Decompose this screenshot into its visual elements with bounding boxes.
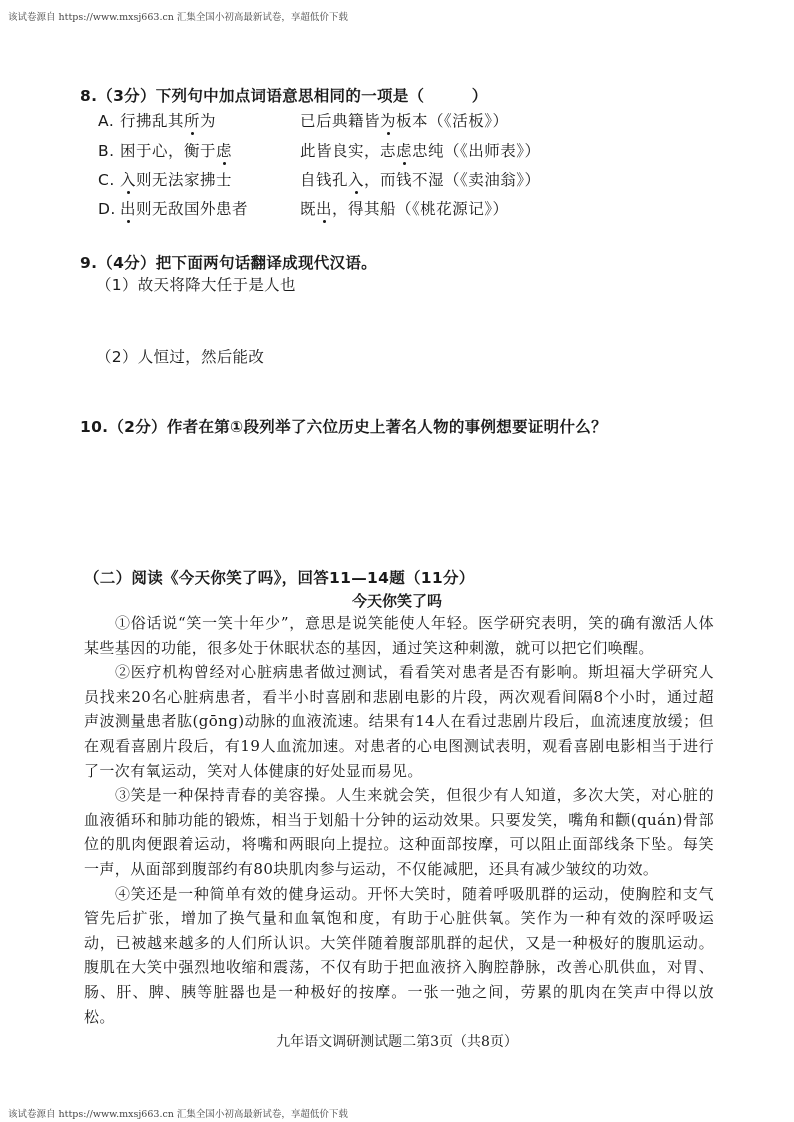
source-header: 该试卷源自 https://www.mxsj663.cn 汇集全国小初高最新试卷，享超低价下载 bbox=[8, 12, 348, 23]
option-letter: D. bbox=[98, 200, 116, 218]
option-text: 忠纯（《出师表》） bbox=[412, 142, 541, 160]
option-text: 既 bbox=[300, 200, 317, 218]
option-text: 困于心，衡于 bbox=[120, 142, 217, 160]
q9-item-1: （1）故天将降大任于是人也 bbox=[96, 276, 296, 294]
dotted-word: 虑 bbox=[396, 142, 413, 160]
q8-option-d-right bbox=[300, 197, 509, 219]
paragraph-1: ①俗话说“笑一笑十年少”，意思是说笑能使人年轻。医学研究表明，笑的确有激活人体某些基因的功能，很多处于休眠状态的基因，通过笑这种刺激，就可以把它们唤醒。 bbox=[84, 614, 714, 657]
paragraph-3: ③笑是一种保持青春的美容操。人生来就会笑，但很少有人知道，多次大笑，对心脏的血液循环和肺功能的锻炼，相当于划船十分钟的运动效果。只要发笑，嘴角和颧(quán)骨部位的肌肉便跟着运动，将嘴和两眼向上提拉。这种面部按摩，可以阻止面部线条下坠。每笑一声，从面部到腹部约有80块肌肉参与运动，不仅能减肥，还具有减少皱纹的功效。 bbox=[84, 786, 714, 878]
question-8-stem: 8.（3分）下列句中加点词语意思相同的一项是（ ） bbox=[80, 87, 488, 105]
dotted-word: 出 bbox=[120, 200, 137, 218]
q8-option-a-right bbox=[300, 109, 509, 131]
q8-option-c bbox=[98, 168, 232, 190]
dotted-word: 所 bbox=[184, 112, 201, 130]
option-text: 行拂乱其 bbox=[120, 112, 185, 130]
page-number: 九年语文调研测试题二第3页（共8页） bbox=[276, 1034, 518, 1050]
option-text: 自钱孔 bbox=[300, 171, 349, 189]
q8-option-d bbox=[98, 197, 248, 219]
q8-option-a bbox=[98, 109, 216, 131]
q8-option-c-right bbox=[300, 168, 541, 190]
question-9-stem: 9.（4分）把下面两句话翻译成现代汉语。 bbox=[80, 254, 377, 272]
option-text: 则无敌国外患者 bbox=[136, 200, 249, 218]
passage-title: 今天你笑了吗 bbox=[351, 592, 442, 610]
question-10-stem: 10.（2分）作者在第①段列举了六位历史上著名人物的事例想要证明什么？ bbox=[80, 418, 607, 436]
dotted-word: 为 bbox=[380, 112, 397, 130]
passage-body bbox=[84, 611, 714, 1029]
dotted-word: 虑 bbox=[216, 142, 233, 160]
option-text: 已后典籍皆 bbox=[300, 112, 381, 130]
option-text: 为 bbox=[200, 112, 217, 130]
dotted-word: 出 bbox=[316, 200, 333, 218]
option-letter: A. bbox=[98, 112, 115, 130]
source-footer: 该试卷源自 https://www.mxsj663.cn 汇集全国小初高最新试卷，享超低价下载 bbox=[8, 1109, 348, 1120]
paragraph-2: ②医疗机构曾经对心脏病患者做过测试，看看笑对患者是否有影响。斯坦福大学研究人员找来20名心脏病患者，看半小时喜剧和悲剧电影的片段，两次观看间隔8个小时，通过超声波测量患者肱(gōng)动脉的血液流速。结果有14人在看过悲剧片段后，血流速度放缓；但在观看喜剧片段后，有19人血流加速。对患者的心电图测试表明，观看喜剧电影相当于进行了一次有氧运动，笑对人体健康的好处显而易见。 bbox=[84, 663, 714, 780]
dotted-word: 入 bbox=[348, 171, 365, 189]
option-text: 则无法家拂士 bbox=[136, 171, 233, 189]
dotted-word: 入 bbox=[120, 171, 137, 189]
option-text: ，得其船（《桃花源记》） bbox=[332, 200, 509, 218]
q8-option-b bbox=[98, 139, 232, 161]
paragraph-4: ④笑还是一种简单有效的健身运动。开怀大笑时，随着呼吸肌群的运动，使胸腔和支气管先后扩张，增加了换气量和血氧饱和度，有助于心脏供氧。笑作为一种有效的深呼吸运动，已被越来越多的人们所认识。大笑伴随着腹部肌群的起伏，又是一种极好的腹肌运动。腹肌在大笑中强烈地收缩和震荡，不仅有助于把血液挤入胸腔静脉，改善心肌供血，对胃、肠、肝、脾、胰等脏器也是一种极好的按摩。一张一弛之间，劳累的肌肉在笑声中得以放松。 bbox=[84, 884, 714, 1026]
q9-item-2: （2）人恒过，然后能改 bbox=[96, 348, 265, 366]
option-text: ，而钱不湿（《卖油翁》） bbox=[364, 171, 541, 189]
option-letter: B. bbox=[98, 142, 115, 160]
section-2-heading: （二）阅读《今天你笑了吗》，回答11—14题（11分） bbox=[84, 569, 475, 587]
option-letter: C. bbox=[98, 171, 115, 189]
option-text: 板本（《活板》） bbox=[396, 112, 509, 130]
option-text: 此皆良实，志 bbox=[300, 142, 397, 160]
q8-option-b-right bbox=[300, 139, 541, 161]
